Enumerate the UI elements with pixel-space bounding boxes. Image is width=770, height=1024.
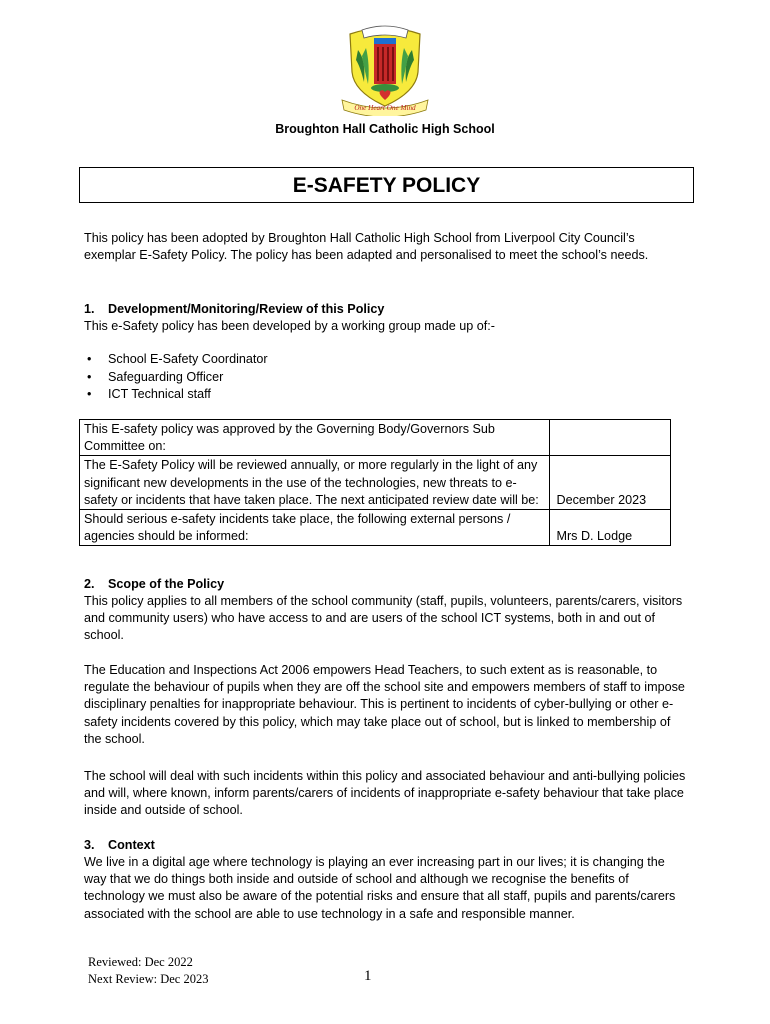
section-1-number: 1.	[84, 302, 95, 316]
section-2-paragraph-1: This policy applies to all members of the school community (staff, pupils, volunteers, parents/carers, visitors and community users) who have access to and are users of the school ICT systems, both in and out of school.	[84, 594, 683, 643]
reviewed-date: Reviewed: Dec 2022	[88, 955, 193, 969]
school-crest-logo	[336, 20, 434, 116]
section-2-heading	[84, 576, 224, 593]
section-3-number: 3.	[84, 838, 95, 852]
review-footer	[88, 954, 208, 988]
table-cell-question: Should serious e-safety incidents take place, the following external persons / agencies should be informed:	[80, 510, 550, 546]
page-number: 1	[364, 968, 372, 984]
section-2-paragraph-2: The Education and Inspections Act 2006 empowers Head Teachers, to such extent as is reasonable, to regulate the behaviour of pupils when they are off the school site and empowers members of staff to impose disciplinary penalties for inappropriate behaviour. This is pertinent to incidents of cyber-bullying or other e-safety incidents covered by this policy, which may take place out of school, but is linked to membership of the school.	[84, 663, 685, 746]
section-3-title: Context	[108, 838, 155, 852]
section-2-paragraph-3: The school will deal with such incidents within this policy and associated behaviour and anti-bullying policies and will, where known, inform parents/carers of incidents of inappropriate e-safety behaviour that take place inside and outside of school.	[84, 769, 686, 818]
table-row	[80, 456, 671, 510]
list-item: • School E-Safety Coordinator	[84, 351, 268, 369]
table-cell-answer: December 2023	[550, 456, 671, 510]
policy-approval-table	[79, 419, 671, 546]
document-title: E-SAFETY POLICY	[79, 167, 694, 203]
table-cell-question: The E-Safety Policy will be reviewed annually, or more regularly in the light of any significant new developments in the use of the technologies, new threats to e-safety or incidents that have taken place. The next anticipated review date will be:	[80, 456, 550, 510]
section-2-title: Scope of the Policy	[108, 577, 225, 591]
section-2-number: 2.	[84, 577, 95, 591]
working-group-list	[84, 351, 268, 404]
table-row	[80, 420, 671, 456]
table-cell-answer: Mrs D. Lodge	[550, 510, 671, 546]
section-3-heading	[84, 837, 155, 854]
table-cell-question: This E-safety policy was approved by the Governing Body/Governors Sub Committee on:	[80, 420, 550, 456]
table-row	[80, 510, 671, 546]
intro-paragraph: This policy has been adopted by Broughton Hall Catholic High School from Liverpool City Council’s exemplar E-Safety Policy. The policy has been adapted and personalised to meet the school’s needs.	[84, 231, 649, 263]
list-item: • ICT Technical staff	[84, 386, 268, 404]
section-1-text: This e-Safety policy has been developed by a working group made up of:-	[84, 319, 495, 333]
table-cell-answer	[550, 420, 671, 456]
next-review-date: Next Review: Dec 2023	[88, 972, 209, 986]
section-1-title: Development/Monitoring/Review of this Policy	[108, 302, 385, 316]
section-3-text: We live in a digital age where technology is playing an ever increasing part in our lives; it is changing the way that we do things both inside and outside of school and although we recognise the benefits of technology we must also be aware of the potential risks and ensure that all staff, pupils and parents/carers associated with the school are able to use technology in a safe and responsible manner.	[84, 855, 676, 921]
school-name: Broughton Hall Catholic High School	[275, 122, 495, 136]
list-item: • Safeguarding Officer	[84, 369, 268, 387]
section-1-heading	[84, 301, 384, 318]
crest-motto: One Heart One Mind	[354, 104, 416, 112]
